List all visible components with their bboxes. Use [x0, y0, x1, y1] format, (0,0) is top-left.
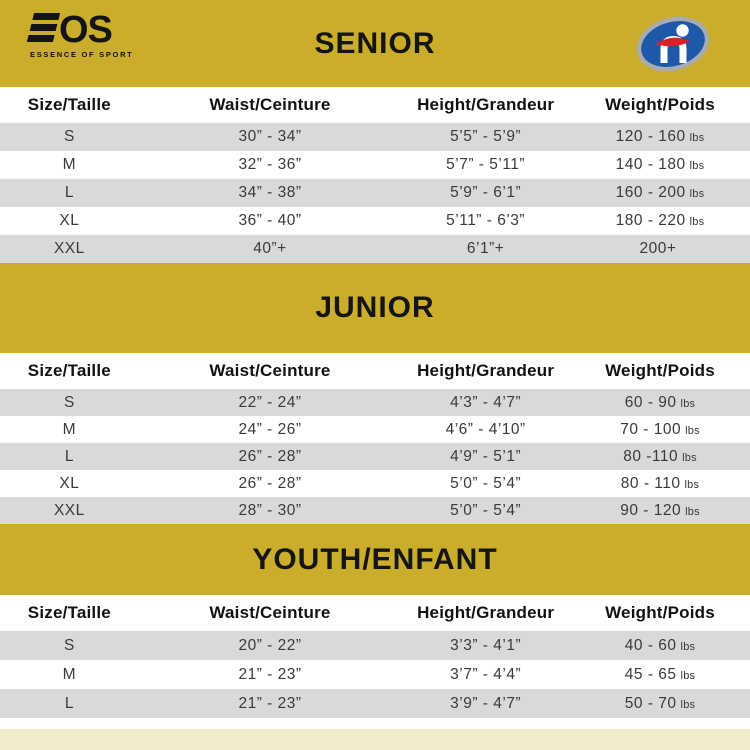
table-row	[0, 207, 750, 235]
table-row	[0, 631, 750, 660]
table-row	[0, 416, 750, 443]
table-row	[0, 123, 750, 151]
weight-unit: lbs	[682, 451, 697, 464]
weight-unit: lbs	[680, 698, 696, 711]
height-cell: 5’5” - 5’9”	[450, 128, 522, 145]
weight-value: 70 - 100	[620, 420, 682, 438]
height-cell: 5’0” - 5’4”	[450, 501, 522, 519]
size-cell: L	[64, 447, 74, 465]
eos-logotype	[30, 8, 133, 51]
size-cell: M	[62, 665, 77, 683]
size-cell: L	[64, 694, 74, 712]
weight-cell	[570, 637, 750, 655]
col-header-weight: Weight/Poids	[605, 603, 715, 622]
weight-unit: lbs	[680, 640, 696, 653]
col-header-height: Height/Grandeur	[417, 95, 555, 114]
brand-tagline: ESSENCE OF SPORT	[30, 50, 134, 59]
weight-value: 50 - 70	[624, 694, 677, 712]
height-cell: 4’3” - 4’7”	[450, 393, 522, 411]
table-row	[0, 497, 750, 524]
weight-unit: lbs	[689, 160, 705, 172]
section-title-junior: JUNIOR	[315, 291, 435, 324]
waist-cell: 34” - 38”	[238, 184, 302, 201]
table-body-youth	[0, 631, 750, 718]
col-header-height: Height/Grandeur	[417, 361, 555, 380]
waist-cell: 32” - 36”	[238, 156, 302, 173]
footer-cream-strip	[0, 729, 750, 750]
weight-value: 200+	[639, 240, 677, 257]
height-cell: 3’3” - 4’1”	[450, 636, 522, 654]
table-header-junior	[0, 353, 750, 389]
weight-value: 40 - 60	[624, 636, 677, 654]
section-title-senior: SENIOR	[314, 26, 436, 60]
weight-cell	[570, 184, 750, 202]
waist-cell: 30” - 34”	[238, 128, 302, 145]
size-cell: XL	[59, 474, 80, 492]
col-header-size: Size/Taille	[27, 361, 111, 380]
height-cell: 3’9” - 4’7”	[450, 694, 522, 712]
table-row	[0, 443, 750, 470]
col-header-waist: Waist/Ceinture	[209, 361, 331, 380]
size-cell: S	[63, 128, 75, 145]
weight-value: 80 -110	[623, 447, 679, 465]
table-row	[0, 470, 750, 497]
table-header-youth	[0, 595, 750, 631]
eos-e-bars-icon	[26, 13, 60, 46]
size-cell: L	[64, 184, 74, 201]
weight-value: 45 - 65	[624, 665, 677, 683]
col-header-weight: Weight/Poids	[605, 95, 715, 114]
weight-value: 120 - 160	[615, 128, 686, 145]
height-cell: 5’7” - 5’11”	[446, 156, 526, 173]
weight-cell	[570, 502, 750, 520]
weight-value: 140 - 180	[615, 156, 686, 173]
weight-cell	[570, 240, 750, 258]
weight-unit: lbs	[689, 188, 705, 200]
weight-unit: lbs	[689, 216, 705, 228]
weight-value: 180 - 220	[615, 212, 686, 229]
weight-value: 80 - 110	[620, 474, 681, 492]
table-row	[0, 235, 750, 263]
height-cell: 4’9” - 5’1”	[450, 447, 522, 465]
waist-cell: 28” - 30”	[238, 501, 302, 519]
weight-cell	[570, 156, 750, 174]
height-cell: 5’9” - 6’1”	[450, 184, 522, 201]
skater-oval-icon	[634, 12, 712, 76]
table-row	[0, 660, 750, 689]
table-body-junior	[0, 389, 750, 524]
table-row	[0, 151, 750, 179]
weight-unit: lbs	[685, 424, 700, 437]
weight-cell	[570, 212, 750, 230]
col-header-size: Size/Taille	[27, 95, 111, 114]
size-cell: XXL	[53, 240, 85, 257]
weight-cell	[570, 448, 750, 466]
height-cell: 6’1”+	[466, 240, 505, 257]
size-cell: S	[63, 393, 75, 411]
footer-white-gap	[0, 718, 750, 729]
weight-value: 160 - 200	[615, 184, 686, 201]
section-band-youth	[0, 524, 750, 595]
waist-cell: 20” - 22”	[238, 636, 302, 654]
size-cell: M	[62, 420, 77, 438]
weight-cell	[570, 695, 750, 713]
table-body-senior	[0, 123, 750, 263]
waist-cell: 40”+	[253, 240, 287, 257]
table-row	[0, 389, 750, 416]
size-cell: S	[63, 636, 75, 654]
weight-value: 90 - 120	[620, 501, 682, 519]
weight-unit: lbs	[685, 505, 700, 518]
weight-unit: lbs	[684, 478, 700, 491]
weight-unit: lbs	[680, 669, 696, 682]
eos-brand-logo	[30, 8, 134, 59]
col-header-waist: Waist/Ceinture	[209, 603, 331, 622]
waist-cell: 21” - 23”	[238, 694, 302, 712]
section-band-junior	[0, 263, 750, 353]
section-band-senior	[0, 0, 750, 87]
waist-cell: 22” - 24”	[238, 393, 302, 411]
weight-cell	[570, 128, 750, 146]
waist-cell: 26” - 28”	[238, 474, 302, 492]
waist-cell: 24” - 26”	[238, 420, 302, 438]
table-row	[0, 179, 750, 207]
waist-cell: 36” - 40”	[238, 212, 302, 229]
height-cell: 3’7” - 4’4”	[450, 665, 522, 683]
height-cell: 4’6” - 4’10”	[445, 420, 526, 438]
weight-unit: lbs	[680, 397, 696, 410]
col-header-height: Height/Grandeur	[417, 603, 555, 622]
size-cell: XXL	[53, 501, 85, 519]
weight-cell	[570, 475, 750, 493]
height-cell: 5’11” - 6’3”	[446, 212, 526, 229]
weight-cell	[570, 394, 750, 412]
waist-cell: 21” - 23”	[238, 665, 302, 683]
table-header-senior	[0, 87, 750, 123]
table-row	[0, 689, 750, 718]
eos-os-letters: OS	[59, 8, 112, 51]
col-header-waist: Waist/Ceinture	[209, 95, 331, 114]
weight-value: 60 - 90	[624, 393, 677, 411]
weight-cell	[570, 666, 750, 684]
height-cell: 5’0” - 5’4”	[450, 474, 522, 492]
waist-cell: 26” - 28”	[238, 447, 302, 465]
weight-unit: lbs	[689, 132, 705, 144]
size-cell: XL	[59, 212, 80, 229]
col-header-size: Size/Taille	[27, 603, 111, 622]
col-header-weight: Weight/Poids	[605, 361, 715, 380]
size-cell: M	[62, 156, 77, 173]
section-title-youth: YOUTH/ENFANT	[252, 542, 498, 576]
weight-cell	[570, 421, 750, 439]
